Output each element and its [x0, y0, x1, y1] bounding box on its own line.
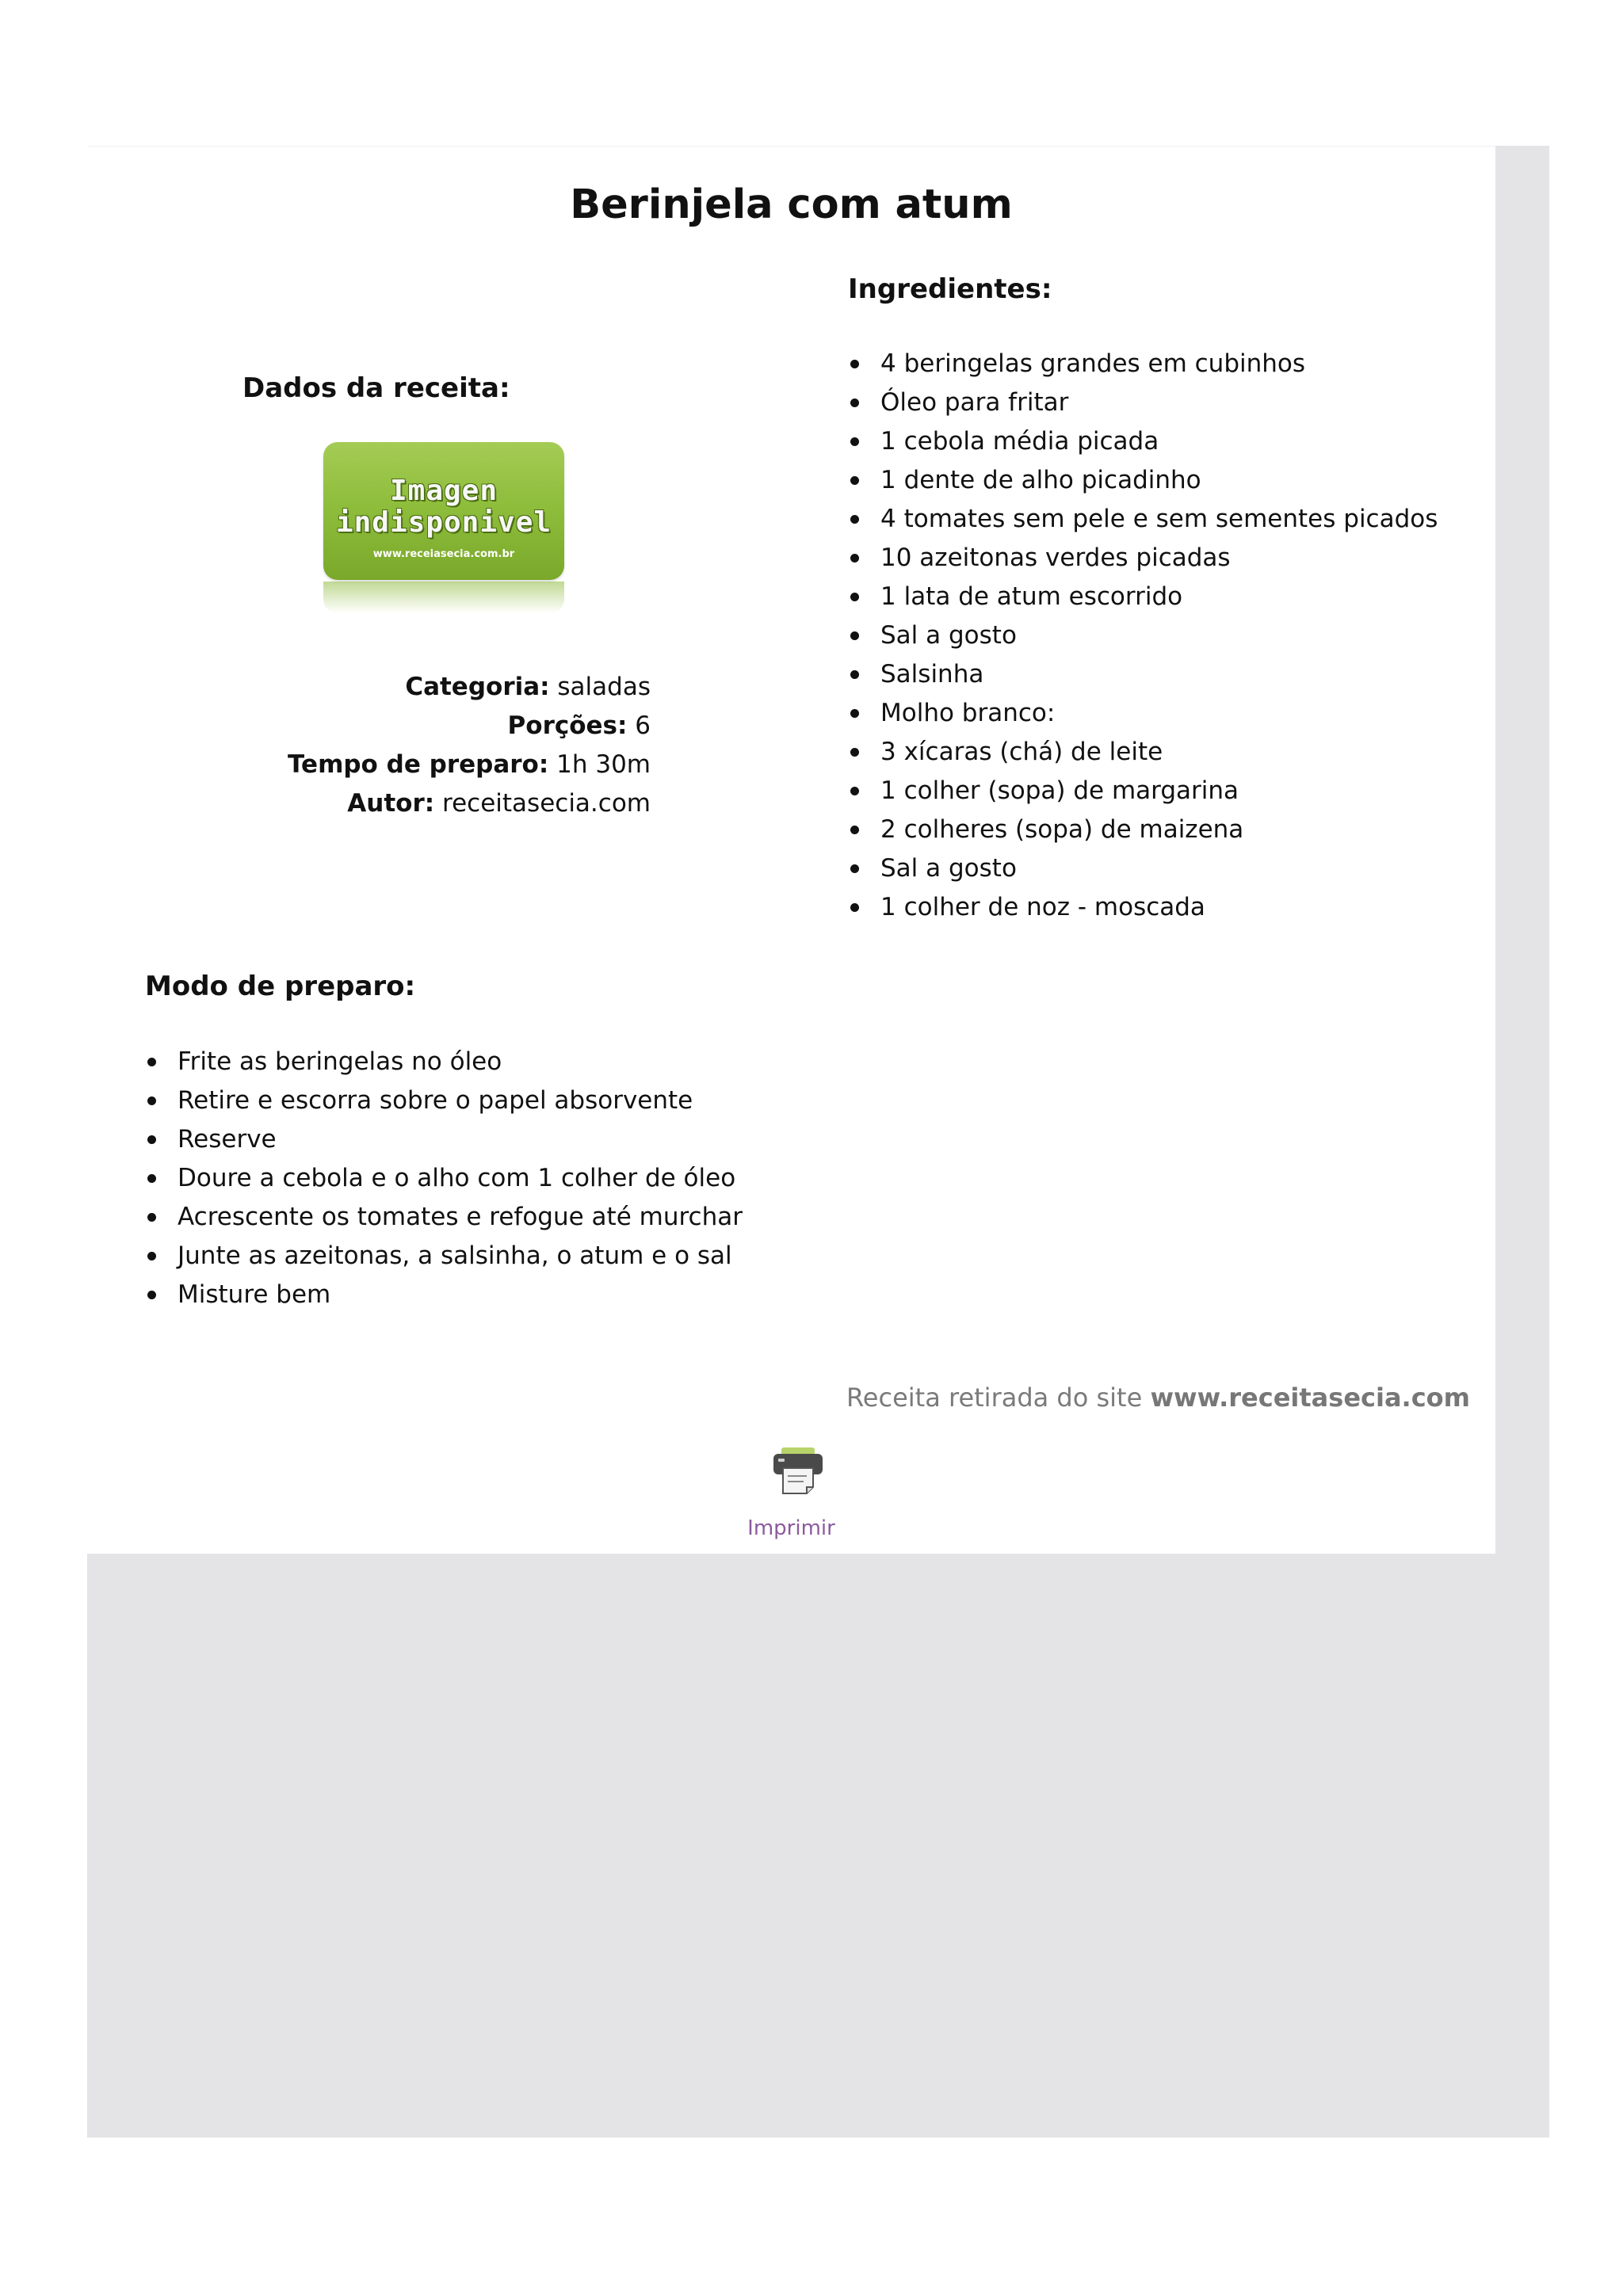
meta-category-value: saladas [557, 673, 651, 701]
ingredient-item: 1 cebola média picada [848, 422, 1438, 461]
preparation-step: Misture bem [145, 1276, 743, 1314]
preparation-step: Doure a cebola e o alho com 1 colher de óleo [145, 1159, 743, 1198]
ingredient-item: Molho branco: [848, 694, 1438, 733]
ingredient-item: 1 dente de alho picadinho [848, 461, 1438, 500]
recipe-image-reflection [323, 582, 564, 613]
ingredient-item: Óleo para fritar [848, 383, 1438, 422]
meta-author [288, 784, 651, 823]
meta-prep-time-label: Tempo de preparo: [288, 750, 549, 779]
preparation-step: Reserve [145, 1120, 743, 1159]
ingredient-item: Salsinha [848, 655, 1438, 694]
recipe-card [87, 146, 1495, 1554]
meta-author-label: Autor: [347, 789, 435, 818]
recipe-title: Berinjela com atum [570, 181, 1013, 228]
image-placeholder-text-line1: Imagen [389, 475, 498, 507]
ingredient-item: 4 tomates sem pele e sem sementes picados [848, 500, 1438, 539]
meta-category [288, 668, 651, 707]
ingredient-item: 10 azeitonas verdes picadas [848, 539, 1438, 578]
ingredient-item: 2 colheres (sopa) de maizena [848, 810, 1438, 849]
image-placeholder-text-line2: indisponivel [335, 506, 552, 539]
source-prefix: Receita retirada do site [846, 1383, 1143, 1413]
preparation-step: Retire e escorra sobre o papel absorvente [145, 1081, 743, 1120]
printer-icon[interactable] [770, 1446, 826, 1495]
print-link[interactable]: Imprimir [747, 1516, 835, 1540]
ingredient-item: 3 xícaras (chá) de leite [848, 733, 1438, 772]
meta-prep-time [288, 746, 651, 784]
ingredient-item: 1 colher de noz - moscada [848, 888, 1438, 927]
meta-servings-value: 6 [635, 711, 651, 740]
preparation-heading: Modo de preparo: [145, 971, 416, 1002]
ingredient-item: Sal a gosto [848, 616, 1438, 655]
source-site: www.receitasecia.com [1150, 1383, 1470, 1413]
recipe-source-note [846, 1383, 1470, 1413]
recipe-image-placeholder [323, 442, 564, 580]
preparation-step: Frite as beringelas no óleo [145, 1043, 743, 1081]
recipe-meta-list [288, 668, 651, 823]
meta-prep-time-value: 1h 30m [556, 750, 651, 779]
ingredient-item: 4 beringelas grandes em cubinhos [848, 345, 1438, 383]
meta-author-value: receitasecia.com [442, 789, 651, 818]
ingredients-list [848, 345, 1438, 927]
preparation-step: Junte as azeitonas, a salsinha, o atum e o sal [145, 1237, 743, 1276]
ingredient-item: Sal a gosto [848, 849, 1438, 888]
ingredients-heading: Ingredientes: [848, 273, 1052, 305]
ingredient-item: 1 lata de atum escorrido [848, 578, 1438, 616]
recipe-data-heading: Dados da receita: [242, 372, 510, 404]
ingredient-item: 1 colher (sopa) de margarina [848, 772, 1438, 810]
meta-category-label: Categoria: [405, 673, 550, 701]
meta-servings-label: Porções: [507, 711, 628, 740]
image-placeholder-site: www.receiasecia.com.br [372, 548, 515, 560]
meta-servings [288, 707, 651, 746]
preparation-step: Acrescente os tomates e refogue até murchar [145, 1198, 743, 1237]
preparation-steps-list [145, 1043, 743, 1314]
